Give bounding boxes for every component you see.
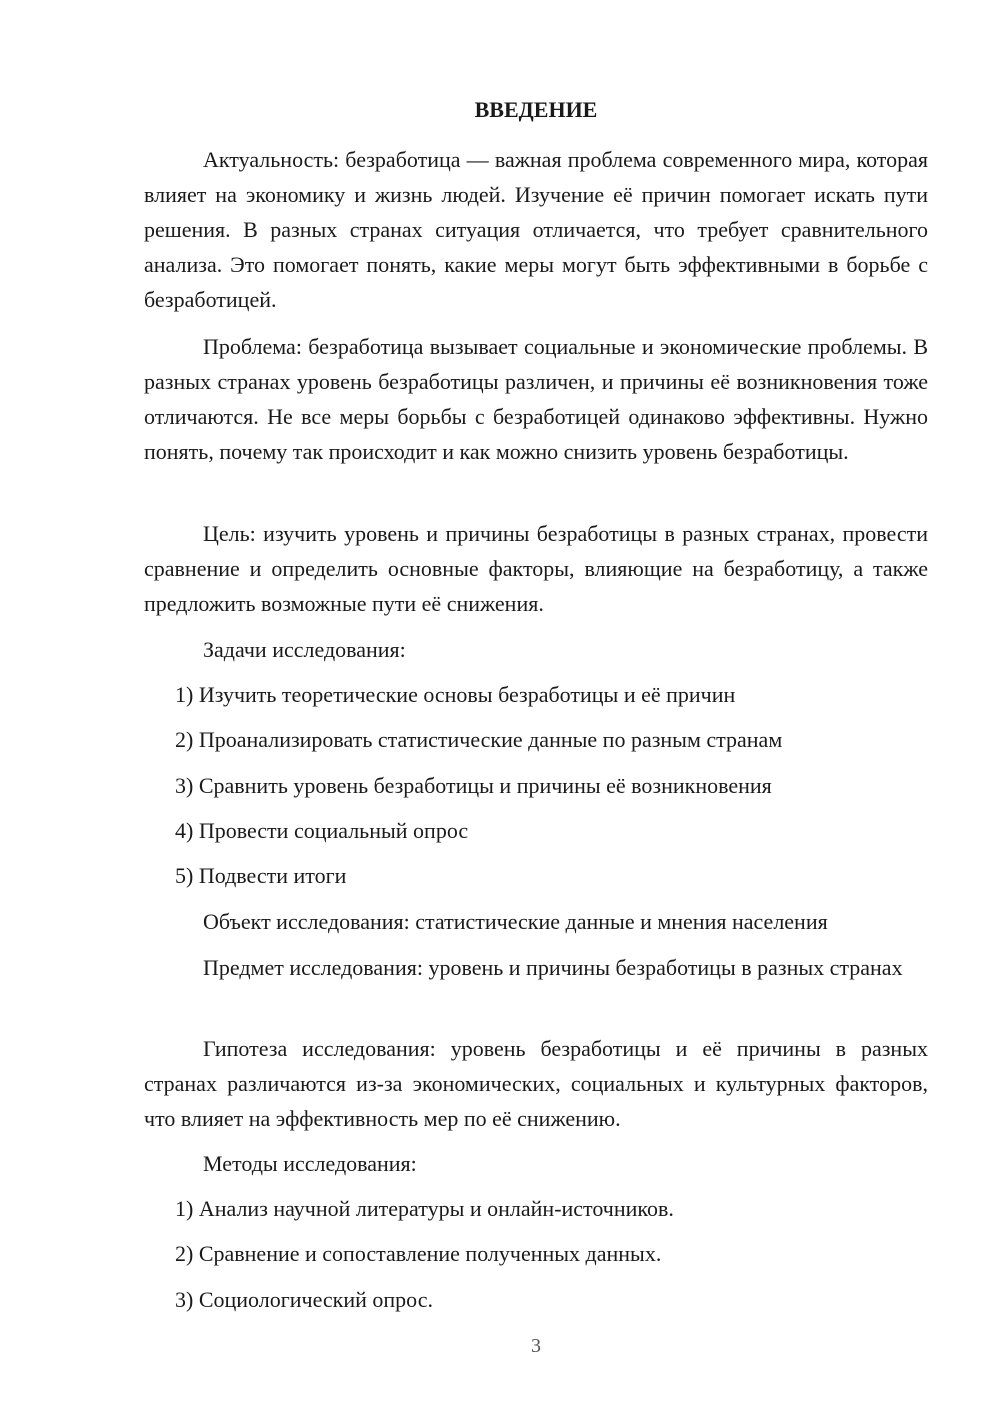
task-item (144, 722, 928, 757)
tasks-heading-text: Задачи исследования: (203, 637, 406, 662)
hypothesis-paragraph (144, 1031, 928, 1136)
task-item-text: 5) Подвести итоги (175, 863, 347, 888)
task-item-text: 4) Провести социальный опрос (175, 818, 469, 843)
task-item-text: 3) Сравнить уровень безработицы и причины её возникновения (175, 773, 772, 798)
object-text: Объект исследования: статистические данные и мнения населения (203, 909, 828, 934)
goal-text: Цель: изучить уровень и причины безработицы в разных странах, провести сравнение и определить основные факторы, влияющие на безработицу, а также предложить возможные пути её снижения. (144, 521, 928, 616)
hypothesis-text: Гипотеза исследования: уровень безработицы и её причины в разных странах различаются из-за экономических, социальных и культурных факторов, что влияет на эффективность мер по её снижению. (144, 1036, 928, 1131)
task-item-text: 2) Проанализировать статистические данные по разным странам (175, 727, 783, 752)
subject-paragraph (144, 950, 928, 985)
method-item (144, 1282, 928, 1317)
tasks-heading (144, 632, 928, 667)
method-item-text: 2) Сравнение и сопоставление полученных данных. (175, 1241, 662, 1266)
methods-heading (144, 1146, 928, 1181)
method-item-text: 1) Анализ научной литературы и онлайн-источников. (175, 1196, 674, 1221)
task-item-text: 1) Изучить теоретические основы безработицы и её причин (175, 682, 736, 707)
page-title: ВВЕДЕНИЕ (474, 97, 598, 122)
task-item (144, 858, 928, 893)
relevance-paragraph (144, 142, 928, 317)
method-item (144, 1191, 928, 1226)
method-item (144, 1236, 928, 1271)
problem-text: Проблема: безработица вызывает социальные и экономические проблемы. В разных странах уровень безработицы различен, и причины её возникновения тоже отличаются. Не все меры борьбы с безработицей одинаково эффективны. Нужно понять, почему так происходит и как можно снизить уровень безработицы. (144, 334, 928, 464)
task-item (144, 677, 928, 712)
subject-text: Предмет исследования: уровень и причины безработицы в разных странах (203, 955, 903, 980)
problem-paragraph (144, 329, 928, 469)
relevance-text: Актуальность: безработица — важная проблема современного мира, которая влияет на экономику и жизнь людей. Изучение её причин помогает искать пути решения. В разных странах ситуация отличается, что требует сравнительного анализа. Это помогает понять, какие меры могут быть эффективными в борьбе с безработицей. (144, 147, 928, 312)
method-item-text: 3) Социологический опрос. (175, 1287, 433, 1312)
task-item (144, 813, 928, 848)
methods-heading-text: Методы исследования: (203, 1151, 417, 1176)
page-number: 3 (531, 1335, 541, 1357)
goal-paragraph (144, 516, 928, 621)
object-paragraph (144, 904, 928, 939)
task-item (144, 768, 928, 803)
